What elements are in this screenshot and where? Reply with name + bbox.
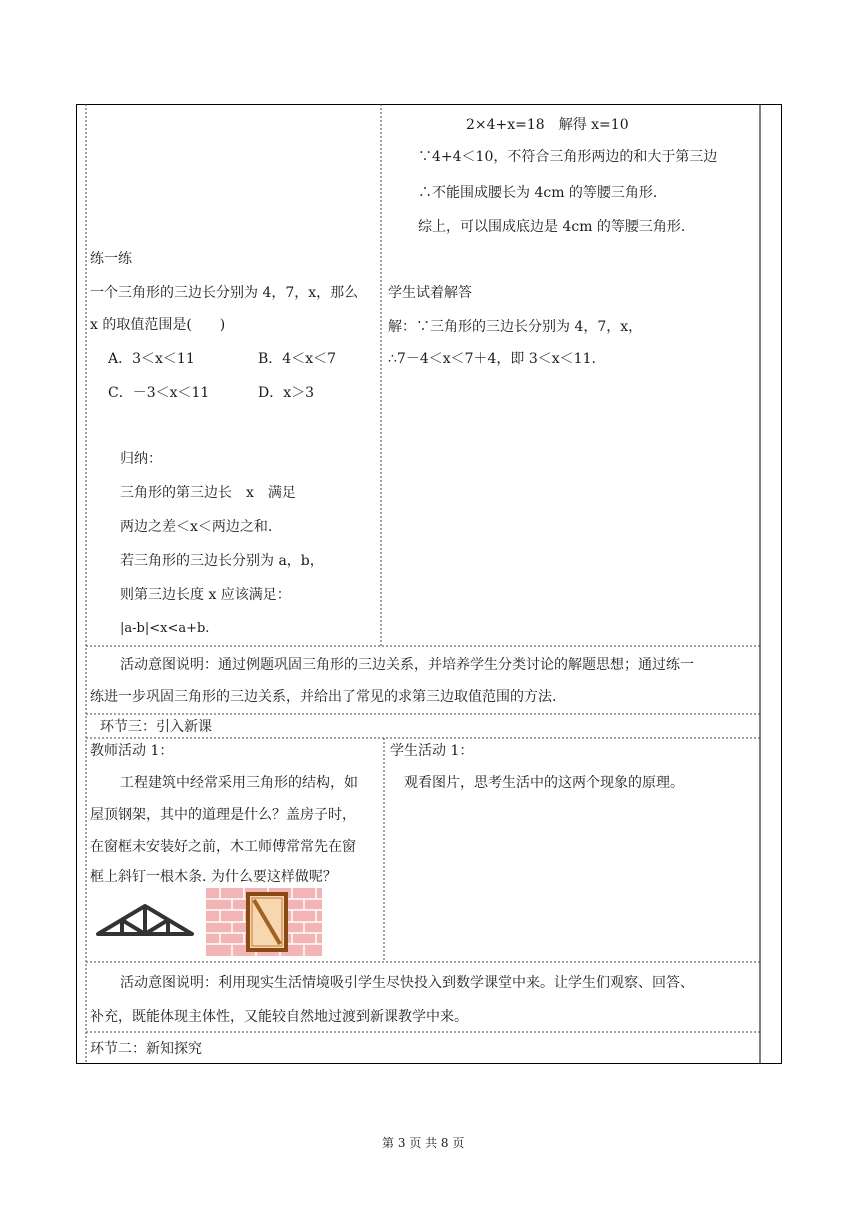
section-3-title: 环节三：引入新课	[100, 719, 212, 735]
solution-line-2: ∴不能围成腰长为 4cm 的等腰三角形.	[418, 185, 658, 201]
section-2-title: 环节二：新知探究	[90, 1041, 202, 1057]
window-frame-image	[206, 888, 322, 956]
practice-question-line-1: 一个三角形的三边长分别为 4，7，x，那么	[90, 285, 359, 301]
equation-line: 2×4+x=18 解得 x=10	[466, 117, 629, 133]
option-d: D．x＞3	[258, 385, 315, 401]
intent-1-line-2: 练进一步巩固三角形的三边关系，并给出了常见的求第三边取值范围的方法.	[90, 689, 557, 705]
summary-line-2: 两边之差＜x＜两边之和.	[120, 519, 273, 535]
teacher-activity-line-4: 框上斜钉一根木条. 为什么要这样做呢？	[90, 869, 337, 885]
solution-line-3: 综上，可以围成底边是 4cm 的等腰三角形.	[418, 219, 686, 235]
teacher-activity-line-1: 工程建筑中经常采用三角形的结构，如	[120, 775, 358, 791]
teacher-activity-line-2: 屋顶钢架，其中的道理是什么？盖房子时，	[90, 807, 356, 823]
option-b: B．4＜x＜7	[258, 351, 336, 367]
student-attempt-label: 学生试着解答	[388, 285, 472, 301]
practice-heading: 练一练	[90, 251, 132, 267]
student-answer-line-1: 解：∵三角形的三边长分别为 4，7，x，	[388, 319, 643, 335]
student-answer-line-2: ∴7－4＜x＜7＋4，即 3＜x＜11.	[388, 351, 596, 367]
intent-1-line-1: 活动意图说明：通过例题巩固三角形的三边关系，并培养学生分类讨论的解题思想；通过练一	[120, 657, 694, 673]
page-footer: 第 3 页 共 8 页	[382, 1136, 465, 1150]
teacher-activity-title: 教师活动 1：	[90, 743, 174, 759]
teacher-activity-line-3: 在窗框未安装好之前，木工师傅常常先在窗	[90, 839, 356, 855]
option-c: C．－3＜x＜11	[108, 385, 210, 401]
student-activity-title: 学生活动 1：	[390, 743, 474, 759]
solution-line-1: ∵4+4＜10，不符合三角形两边的和大于第三边	[418, 149, 718, 165]
summary-title: 归纳：	[120, 451, 162, 467]
summary-formula: |a-b|<x<a+b.	[120, 621, 210, 636]
student-activity-line-1: 观看图片，思考生活中的这两个现象的原理。	[404, 775, 684, 791]
intent-2-line-2: 补充，既能体现主体性，又能较自然地过渡到新课教学中来。	[90, 1009, 468, 1025]
summary-line-4: 则第三边长度 x 应该满足：	[120, 587, 291, 603]
summary-line-1: 三角形的第三边长 x 满足	[120, 485, 296, 501]
option-a: A．3＜x＜11	[108, 351, 195, 367]
roof-truss-image	[96, 902, 194, 938]
practice-question-line-2: x 的取值范围是( )	[90, 317, 226, 333]
summary-line-3: 若三角形的三边长分别为 a，b，	[120, 553, 324, 569]
intent-2-line-1: 活动意图说明：利用现实生活情境吸引学生尽快投入到数学课堂中来。让学生们观察、回答、	[120, 975, 694, 991]
